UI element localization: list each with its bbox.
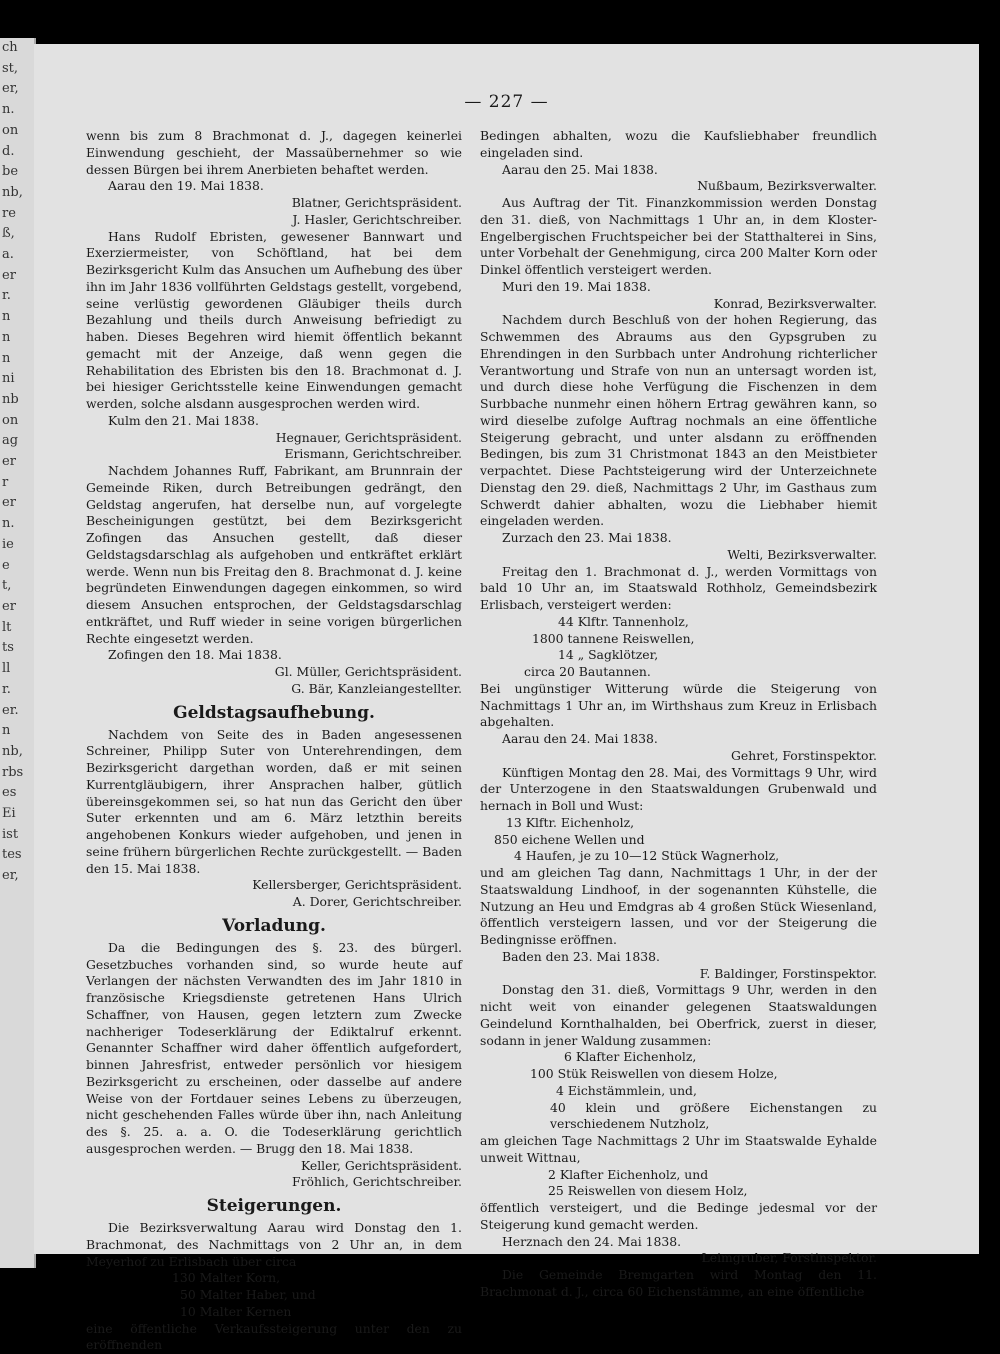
previous-page-fragment: ll [0,659,34,680]
notice-paragraph: Nachdem Johannes Ruff, Fabrikant, am Brunnrain der Gemeinde Riken, durch Betreibungen gedrängt, den Geldstag angerufen, hat derselbe nun, auf vorgelegte Bescheinigungen gestützt, bei dem Bezirksgericht Zofingen das Ansuchen gestellt, daß dieser Geldstagsdarschlag als aufgehoben und entkräftet erklärt werde. Wenn nun bis Freitag den 8. Brachmonat d. J. keine begründeten Einwendungen dagegen einkommen, so wird diesem Ansuchen entsprochen, der Geldstagsdarschlag entkräftet, und Ruff wieder in seine vorigen bürgerlichen Rechte eingesetzt werden. [86,463,462,647]
previous-page-fragment: nb, [0,183,34,204]
notice-date: Aarau den 25. Mai 1838. [480,162,877,179]
list-item: 44 Klftr. Tannenholz, [480,614,877,631]
notice-signature: Blatner, Gerichtspräsident. [86,195,462,212]
previous-page-fragment: er. [0,701,34,722]
list-item: 40 klein und größere Eichenstangen zu verschiedenem Nutzholz, [480,1100,877,1134]
previous-page-fragment: ni [0,369,34,390]
previous-page-fragment: n [0,349,34,370]
previous-page-fragment: ag [0,431,34,452]
previous-page-fragment: es [0,783,34,804]
previous-page-fragment: nb, [0,742,34,763]
previous-page-fragment: e [0,556,34,577]
previous-page-fragment: tes [0,845,34,866]
notice-signature: Gehret, Forstinspektor. [480,748,877,765]
previous-page-fragment: er, [0,866,34,887]
previous-page-fragment: n. [0,100,34,121]
notice-date: Aarau den 24. Mai 1838. [480,731,877,748]
list-item: 14 „ Sagklötzer, [480,647,877,664]
notice-signature: Welti, Bezirksverwalter. [480,547,877,564]
previous-page-fragment: n. [0,514,34,535]
notice-date: Kulm den 21. Mai 1838. [86,413,462,430]
previous-page-fragment: re [0,204,34,225]
notice-date: Herznach den 24. Mai 1838. [480,1234,877,1251]
notice-paragraph: Nachdem von Seite des in Baden angesessenen Schreiner, Philipp Suter von Unterehrendingen, dem Bezirksgericht dargethan worden, daß er mit seinen Kurrentgläubigern, ihrer Ansprachen halber, gütlich übereinsgekommen sei, so hat nun das Gericht den über Suter erkennten und am 6. März letzthin bereits angehobenen Konkurs wieder aufgehoben, und jenen in seine frühern bürgerlichen Rechte zurückgestellt. — Baden den 15. Mai 1838. [86,727,462,878]
notice-paragraph: Hans Rudolf Ebristen, gewesener Bannwart und Exerziermeister, von Schöftland, hat bei dem Bezirksgericht Kulm das Ansuchen um Aufhebung des über ihn im Jahr 1836 vollführten Geldstags gestellt, vorgebend, seine verlüstig gewordenen Gläubiger theils durch Bezahlung und theils durch Anweisung befriedigt zu haben. Dieses Begehren wird hiemit öffentlich bekannt gemacht mit der Anzeige, daß wenn gegen die Rehabilitation des Ebristen bis den 18. Brachmonat d. J. bei hiesiger Gerichtsstelle keine Einwendungen gemacht werden, solche alsdann ausgesprochen werden wird. [86,229,462,413]
previous-page-fragment: ie [0,535,34,556]
previous-page-fragment: on [0,411,34,432]
notice-signature: A. Dorer, Gerichtschreiber. [86,894,462,911]
notice-paragraph: Die Bezirksverwaltung Aarau wird Donstag den 1. Brachmonat, des Nachmittags von 2 Uhr an, in dem Meyerhof zu Erlisbach über circa [86,1220,462,1270]
notice-signature: F. Baldinger, Forstinspektor. [480,966,877,983]
previous-page-fragment: rbs [0,763,34,784]
notice-paragraph: Bei ungünstiger Witterung würde die Steigerung von Nachmittags 1 Uhr an, im Wirthshaus zum Kreuz in Erlisbach abgehalten. [480,681,877,731]
notice-paragraph: Bedingen abhalten, wozu die Kaufsliebhaber freundlich eingeladen sind. [480,128,877,162]
list-item: 100 Stük Reiswellen von diesem Holze, [480,1066,877,1083]
newspaper-page [34,44,979,1254]
notice-paragraph: und am gleichen Tag dann, Nachmittags 1 Uhr, in der der Staatswaldung Lindhoof, in der sogenannten Kühstelle, die Nutzung an Heu und Emdgras ab 4 großen Stück Wiesenland, öffentlich versteigern lassen, und vor der Steigerung die Bedingnisse eröffnen. [480,865,877,949]
notice-paragraph: Freitag den 1. Brachmonat d. J., werden Vormittags von bald 10 Uhr an, im Staatswald Rothholz, Gemeindsbezirk Erlisbach, versteigert werden: [480,564,877,614]
previous-page-fragment: er [0,493,34,514]
previous-page-fragment: r. [0,680,34,701]
list-item: 2 Klafter Eichenholz, und [480,1167,877,1184]
notice-paragraph: öffentlich versteigert, und die Bedinge jedesmal vor der Steigerung kund gemacht werden. [480,1200,877,1234]
previous-page-fragment: on [0,121,34,142]
notice-paragraph: Die Gemeinde Bremgarten wird Montag den 11. Brachmonat d. J., circa 60 Eichenstämme, an eine öffentliche [480,1267,877,1301]
previous-page-fragment: n [0,721,34,742]
previous-page-fragment: ch [0,38,34,59]
list-item: 4 Haufen, je zu 10—12 Stück Wagnerholz, [480,848,877,865]
previous-page-fragment: er, [0,79,34,100]
notice-paragraph: eine öffentliche Verkaufssteigerung unter den zu eröffnenden [86,1321,462,1354]
previous-page-fragment: st, [0,59,34,80]
list-item: 25 Reiswellen von diesem Holz, [480,1183,877,1200]
section-heading: Steigerungen. [86,1195,462,1217]
list-item: 10 Malter Kernen [86,1304,462,1321]
list-item: 130 Malter Korn, [86,1270,462,1287]
previous-page-fragment: Ei [0,804,34,825]
previous-page-fragment: r. [0,286,34,307]
previous-page-fragment: ts [0,638,34,659]
previous-page-fragment: lt [0,618,34,639]
notice-date: Muri den 19. Mai 1838. [480,279,877,296]
previous-page-fragment: ß, [0,224,34,245]
notice-date: Zurzach den 23. Mai 1838. [480,530,877,547]
previous-page-fragment: a. [0,245,34,266]
notice-date: Zofingen den 18. Mai 1838. [86,647,462,664]
page-number: — 227 — [34,92,979,112]
list-item: 850 eichene Wellen und [480,832,877,849]
notice-signature: Konrad, Bezirksverwalter. [480,296,877,313]
section-heading: Vorladung. [86,915,462,937]
previous-page-fragment: er [0,452,34,473]
notice-signature: J. Hasler, Gerichtschreiber. [86,212,462,229]
list-item: 4 Eichstämmlein, und, [480,1083,877,1100]
notice-paragraph: wenn bis zum 8 Brachmonat d. J., dagegen keinerlei Einwendung geschieht, der Massaübernehmer so wie dessen Bürgen bei ihrem Anerbieten behaftet werden. [86,128,462,178]
notice-signature: Hegnauer, Gerichtspräsident. [86,430,462,447]
notice-paragraph: Künftigen Montag den 28. Mai, des Vormittags 9 Uhr, wird der Unterzogene in den Staatswaldungen Grubenwald und hernach in Boll und Wust: [480,765,877,815]
previous-page-fragment: be [0,162,34,183]
previous-page-fragment: n [0,307,34,328]
notice-date: Baden den 23. Mai 1838. [480,949,877,966]
notice-signature: Nußbaum, Bezirksverwalter. [480,178,877,195]
notice-signature: Erismann, Gerichtschreiber. [86,446,462,463]
notice-paragraph: Nachdem durch Beschluß von der hohen Regierung, das Schwemmen des Abraums aus den Gypsgruben zu Ehrendingen in den Surbbach unter Androhung richterlicher Verantwortung und Strafe von nun an untersagt worden ist, und durch diese hohe Verfügung die Fischenzen in dem Surbbache nunmehr einen höhern Ertrag gewähren kann, so wird dieselbe zufolge Auftrag nochmals an eine öffentliche Steigerung gebracht, und unter alsdann zu eröffnenden Bedingen, bis zum 31 Christmonat 1843 an den Meistbieter verpachtet. Diese Pachtsteigerung wird der Unterzeichnete Dienstag den 29. dieß, Nachmittags 2 Uhr, im Gasthaus zum Schwerdt dahier abhalten, wozu die Liebhaber hiemit eingeladen werden. [480,312,877,530]
notice-signature: G. Bär, Kanzleiangestellter. [86,681,462,698]
previous-page-fragment: n [0,328,34,349]
list-item: 50 Malter Haber, und [86,1287,462,1304]
list-item: 13 Klftr. Eichenholz, [480,815,877,832]
notice-signature: Gl. Müller, Gerichtspräsident. [86,664,462,681]
previous-page-fragment: d. [0,142,34,163]
notice-paragraph: Donstag den 31. dieß, Vormittags 9 Uhr, werden in den nicht weit von einander gelegenen Staatswaldungen Geindelund Kornthalhalden, bei Oberfrick, zuerst in dieser, sodann in jener Waldung zusammen: [480,982,877,1049]
notice-date: Aarau den 19. Mai 1838. [86,178,462,195]
list-item: 6 Klafter Eichenholz, [480,1049,877,1066]
previous-page-fragment: r [0,473,34,494]
previous-page-fragment: er [0,597,34,618]
notice-paragraph: am gleichen Tage Nachmittags 2 Uhr im Staatswalde Eyhalde unweit Wittnau, [480,1133,877,1167]
list-item: circa 20 Bautannen. [480,664,877,681]
previous-page-fragment: er [0,266,34,287]
notice-signature: Keller, Gerichtspräsident. [86,1158,462,1175]
right-column [480,128,877,1301]
notice-signature: Fröhlich, Gerichtschreiber. [86,1174,462,1191]
section-heading: Geldstagsaufhebung. [86,702,462,724]
list-item: 1800 tannene Reiswellen, [480,631,877,648]
previous-page-fragment: nb [0,390,34,411]
previous-page-fragment: t, [0,576,34,597]
previous-page-fragment: ist [0,825,34,846]
left-column [86,128,462,1354]
notice-signature: Leimgruber, Forstinspektor. [480,1250,877,1267]
notice-signature: Kellersberger, Gerichtspräsident. [86,877,462,894]
notice-paragraph: Da die Bedingungen des §. 23. des bürgerl. Gesetzbuches vorhanden sind, so wurde heute auf Verlangen der nächsten Verwandten des im Jahr 1810 in französische Kriegsdienste getretenen Hans Ulrich Schaffner, von Hausen, gegen letztern zum Zwecke nachheriger Todeserklärung der Ediktalruf erkennt. Genannter Schaffner wird daher öffentlich aufgefordert, binnen Jahresfrist, entweder persönlich vor hiesigem Bezirksgericht zu erscheinen, oder dasselbe auf andere Weise von der Fortdauer seines Lebens zu überzeugen, nicht geschehenden Falles würde über ihn, nach Anleitung des §. 25. a. a. O. die Todeserklärung gerichtlich ausgesprochen werden. — Brugg den 18. Mai 1838. [86,940,462,1158]
previous-page-edge [0,38,36,1268]
notice-paragraph: Aus Auftrag der Tit. Finanzkommission werden Donstag den 31. dieß, von Nachmittags 1 Uhr an, in dem Kloster-Engelbergischen Fruchtspeicher bei der Statthalterei in Sins, unter Vorbehalt der Genehmigung, circa 200 Malter Korn oder Dinkel öffentlich versteigert werden. [480,195,877,279]
